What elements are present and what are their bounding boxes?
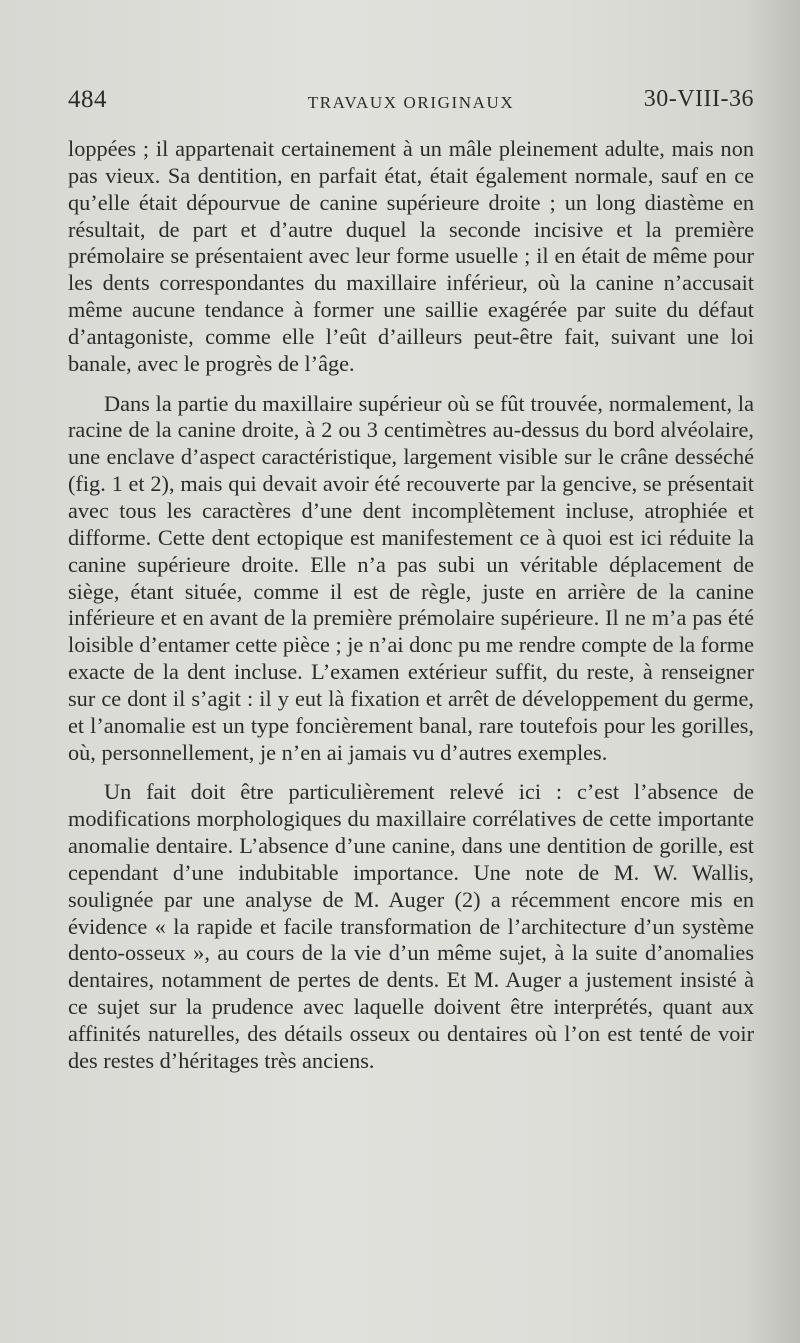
paragraph-continued: loppées ; il appartenait certainement à un mâle pleinement adulte, mais non pas vieux. Sa dentition, en parfait état, était également normale, sauf en ce qu’elle était dépourvue de canine supérieure droite ; un long diastème en résultait, de part et d’autre duquel la seconde incisive et la première prémolaire se présentaient avec leur forme usuelle ; il en était de même pour les dents correspondantes du maxillaire inférieur, où la canine n’accusait même aucune tendance à former une saillie exagérée par suite du défaut d’antagoniste, comme elle l’eût d’ailleurs peut-être fait, suivant une loi banale, avec le progrès de l’âge. [68, 136, 754, 376]
paragraph-canine-enclave: Dans la partie du maxillaire supérieur où se fût trouvée, normalement, la racine de la canine droite, à 2 ou 3 centimètres au-dessus du bord alvéolaire, une enclave d’aspect caractéristique, largement visible sur le crâne desséché (fig. 1 et 2), mais qui devait avoir été recouverte par la gencive, se présentait avec tous les caractères d’une dent incomplètement incluse, atrophiée et difforme. Cette dent ectopique est manifestement ce à quoi est ici réduite la canine supérieure droite. Elle n’a pas subi un véritable déplacement de siège, étant située, comme il est de règle, juste en arrière de la canine inférieure et en avant de la première prémolaire supérieure. Il ne m’a pas été loisible d’entamer cette pièce ; je n’ai donc pu me rendre compte de la forme exacte de la dent incluse. L’examen extérieur suffit, du reste, à renseigner sur ce dont il s’agit : il y eut là fixation et arrêt de développement du germe, et l’anomalie est un type foncièrement banal, rare toutefois pour les gorilles, où, personnellement, je n’en ai jamais vu d’autres exemples. [68, 390, 754, 765]
header-date: 30-VIII-36 [643, 86, 754, 112]
running-title: TRAVAUX ORIGINAUX [307, 93, 515, 112]
body-text [68, 136, 754, 1075]
paragraph-morphology: Un fait doit être particulièrement relevé ici : c’est l’absence de modifications morphologiques du maxillaire corrélatives de cette importante anomalie dentaire. L’absence d’une canine, dans une dentition de gorille, est cependant d’une indubitable importance. Une note de M. W. Wallis, soulignée par une analyse de M. Auger (2) a récemment encore mis en évidence « la rapide et facile transformation de l’architecture d’un système dento-osseux », au cours de la vie d’un même sujet, à la suite d’anomalies dentaires, notamment de pertes de dents. Et M. Auger a justement insisté à ce sujet sur la prudence avec laquelle doivent être interprétés, quant aux affinités naturelles, des détails osseux ou dentaires où l’on est tenté de voir des restes d’héritages très anciens. [68, 779, 754, 1073]
page-number: 484 [68, 86, 107, 113]
page-header [68, 86, 754, 122]
